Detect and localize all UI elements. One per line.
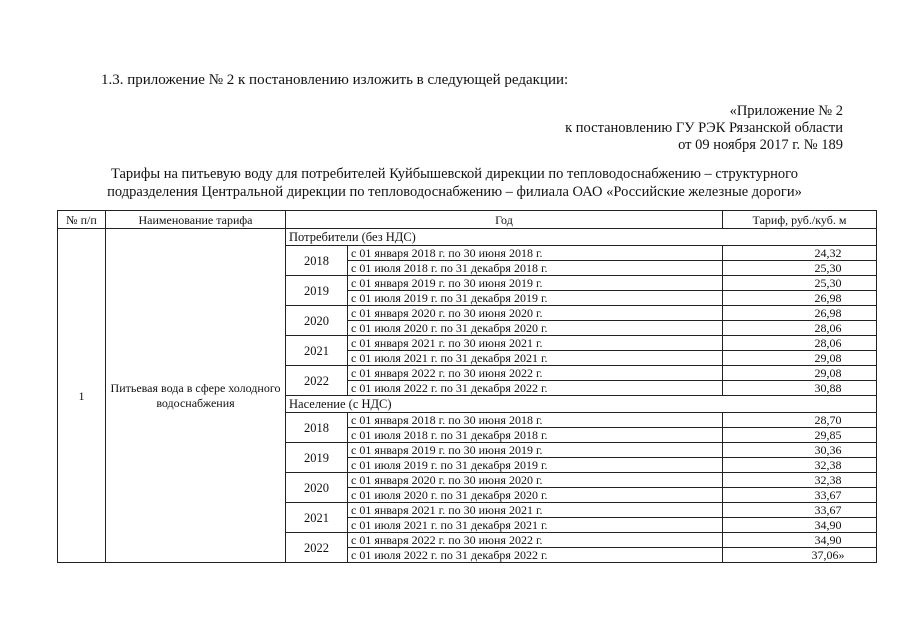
period-cell: с 01 января 2020 г. по 30 июня 2020 г. — [348, 473, 723, 488]
tariff-value-cell: 34,90 — [723, 518, 877, 533]
period-cell: с 01 января 2020 г. по 30 июня 2020 г. — [348, 306, 723, 321]
year-cell: 2021 — [286, 503, 348, 533]
period-cell: с 01 июля 2018 г. по 31 декабря 2018 г. — [348, 428, 723, 443]
tariff-value-cell: 24,32 — [723, 246, 877, 261]
tariff-value-cell: 25,30 — [723, 261, 877, 276]
year-cell: 2020 — [286, 473, 348, 503]
tariff-value-cell: 34,90 — [723, 533, 877, 548]
period-cell: с 01 января 2021 г. по 30 июня 2021 г. — [348, 503, 723, 518]
year-cell: 2019 — [286, 276, 348, 306]
period-cell: с 01 июля 2018 г. по 31 декабря 2018 г. — [348, 261, 723, 276]
tariff-value-cell: 30,36 — [723, 443, 877, 458]
period-cell: с 01 июля 2021 г. по 31 декабря 2021 г. — [348, 351, 723, 366]
period-cell: с 01 января 2019 г. по 30 июня 2019 г. — [348, 443, 723, 458]
tariff-name: Питьевая вода в сфере холодного водоснабжения — [106, 229, 286, 563]
period-cell: с 01 января 2019 г. по 30 июня 2019 г. — [348, 276, 723, 291]
tariff-value-cell: 32,38 — [723, 473, 877, 488]
year-cell: 2020 — [286, 306, 348, 336]
tariff-value-cell: 32,38 — [723, 458, 877, 473]
tariff-value-cell: 28,06 — [723, 321, 877, 336]
tariff-value-cell: 28,06 — [723, 336, 877, 351]
period-cell: с 01 января 2018 г. по 30 июня 2018 г. — [348, 413, 723, 428]
tariff-value-cell: 29,08 — [723, 366, 877, 381]
period-cell: с 01 июля 2022 г. по 31 декабря 2022 г. — [348, 381, 723, 396]
year-cell: 2021 — [286, 336, 348, 366]
tariff-value-cell: 30,88 — [723, 381, 877, 396]
tariff-value-cell: 25,30 — [723, 276, 877, 291]
year-cell: 2022 — [286, 533, 348, 563]
tariff-value-cell: 33,67 — [723, 488, 877, 503]
year-cell: 2018 — [286, 413, 348, 443]
period-cell: с 01 января 2018 г. по 30 июня 2018 г. — [348, 246, 723, 261]
tariff-table — [57, 210, 877, 563]
period-cell: с 01 июля 2020 г. по 31 декабря 2020 г. — [348, 488, 723, 503]
period-cell: с 01 июля 2021 г. по 31 декабря 2021 г. — [348, 518, 723, 533]
period-cell: с 01 января 2022 г. по 30 июня 2022 г. — [348, 533, 723, 548]
appendix-resolution: к постановлению ГУ РЭК Рязанской области — [565, 120, 843, 136]
header-number: № п/п — [58, 211, 106, 229]
header-tariff-name: Наименование тарифа — [106, 211, 286, 229]
year-cell: 2022 — [286, 366, 348, 396]
period-cell: с 01 июля 2020 г. по 31 декабря 2020 г. — [348, 321, 723, 336]
tariff-value-cell: 26,98 — [723, 291, 877, 306]
appendix-title: «Приложение № 2 — [729, 103, 843, 119]
period-cell: с 01 января 2022 г. по 30 июня 2022 г. — [348, 366, 723, 381]
table-header-row — [58, 211, 877, 229]
group-label: Потребители (без НДС) — [286, 229, 877, 246]
header-tariff-value: Тариф, руб./куб. м — [723, 211, 877, 229]
intro-paragraph: 1.3. приложение № 2 к постановлению изложить в следующей редакции: — [101, 72, 569, 88]
period-cell: с 01 июля 2019 г. по 31 декабря 2019 г. — [348, 458, 723, 473]
tariff-value-cell: 29,08 — [723, 351, 877, 366]
tariff-value-cell: 37,06» — [723, 548, 877, 563]
header-year: Год — [286, 211, 723, 229]
period-cell: с 01 июля 2019 г. по 31 декабря 2019 г. — [348, 291, 723, 306]
group-row — [58, 229, 877, 246]
tariff-value-cell: 28,70 — [723, 413, 877, 428]
appendix-date: от 09 ноября 2017 г. № 189 — [678, 137, 843, 153]
year-cell: 2019 — [286, 443, 348, 473]
document-title-line-2: подразделения Центральной дирекции по тепловодоснабжению – филиала ОАО «Российские железные дороги» — [107, 184, 802, 200]
year-cell: 2018 — [286, 246, 348, 276]
tariff-value-cell: 33,67 — [723, 503, 877, 518]
document-title-line-1: Тарифы на питьевую воду для потребителей Куйбышевской дирекции по тепловодоснабжению – структурного — [110, 166, 799, 182]
group-label: Население (с НДС) — [286, 396, 877, 413]
row-number: 1 — [58, 229, 106, 563]
tariff-value-cell: 29,85 — [723, 428, 877, 443]
period-cell: с 01 июля 2022 г. по 31 декабря 2022 г. — [348, 548, 723, 563]
tariff-value-cell: 26,98 — [723, 306, 877, 321]
period-cell: с 01 января 2021 г. по 30 июня 2021 г. — [348, 336, 723, 351]
